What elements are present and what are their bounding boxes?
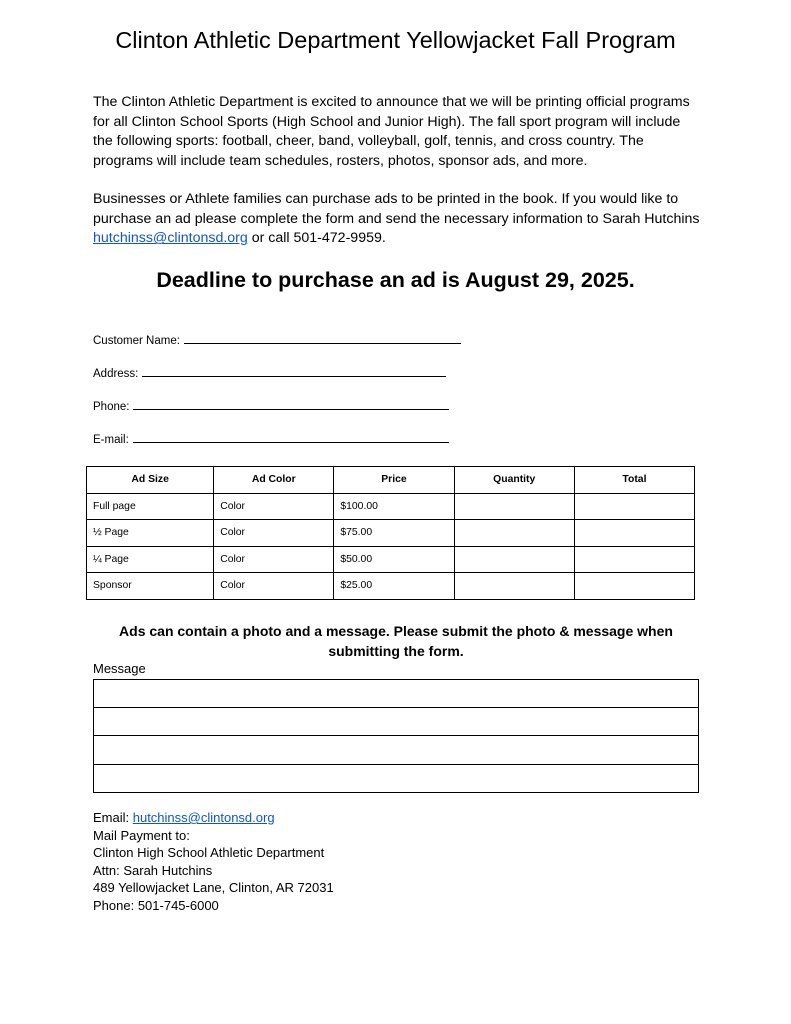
phone-label: Phone: — [93, 401, 130, 413]
address-field — [93, 365, 446, 380]
address-label: Address: — [93, 368, 139, 380]
contact-phone: Phone: 501-745-6000 — [93, 897, 219, 913]
mail-payment-label: Mail Payment to: — [93, 827, 190, 843]
message-line[interactable] — [94, 680, 698, 708]
cell-total[interactable] — [574, 546, 694, 573]
address-line[interactable] — [142, 365, 446, 377]
header-price: Price — [334, 467, 454, 494]
header-quantity: Quantity — [454, 467, 574, 494]
contact-address: 489 Yellowjacket Lane, Clinton, AR 72031 — [93, 880, 334, 895]
message-line[interactable] — [94, 708, 698, 736]
customer-name-field — [93, 332, 461, 347]
cell-total[interactable] — [574, 573, 694, 600]
customer-name-line[interactable] — [184, 332, 461, 344]
header-total: Total — [574, 467, 694, 494]
table-row — [87, 546, 695, 573]
ads-table — [86, 466, 695, 600]
cell-price: $75.00 — [334, 520, 454, 547]
cell-quantity[interactable] — [454, 573, 574, 600]
email-line[interactable] — [133, 431, 449, 443]
purchase-text-before: Businesses or Athlete families can purchase ads to be printed in the book. If you would like to purchase an ad please complete the form and send the necessary information to Sarah Hutchins — [93, 191, 700, 227]
cell-total[interactable] — [574, 493, 694, 520]
cell-total[interactable] — [574, 520, 694, 547]
ads-table-header-row — [87, 467, 695, 494]
message-label: Message — [93, 661, 146, 676]
cell-ad-size: Full page — [87, 493, 214, 520]
message-line[interactable] — [94, 765, 698, 793]
table-row — [87, 573, 695, 600]
purchase-email-link[interactable]: hutchinss@clintonsd.org — [93, 230, 248, 247]
cell-quantity[interactable] — [454, 546, 574, 573]
table-row — [87, 493, 695, 520]
cell-ad-size: ½ Page — [87, 520, 214, 547]
email-label: E-mail: — [93, 434, 129, 446]
deadline-heading: Deadline to purchase an ad is August 29, 2025. — [156, 268, 635, 292]
header-ad-size: Ad Size — [87, 467, 214, 494]
email-field — [93, 431, 449, 446]
header-ad-color: Ad Color — [214, 467, 334, 494]
message-box — [93, 679, 699, 793]
cell-ad-color: Color — [214, 493, 334, 520]
cell-ad-size: Sponsor — [87, 573, 214, 600]
cell-quantity[interactable] — [454, 493, 574, 520]
page-title: Clinton Athletic Department Yellowjacket Fall Program — [115, 27, 676, 53]
intro-paragraph: The Clinton Athletic Department is excited to announce that we will be printing official programs for all Clinton School Sports (High School and Junior High). The fall sport program will include the following sports: football, cheer, band, volleyball, golf, tennis, and cross country. The programs will include team schedules, rosters, photos, sponsor ads, and more. — [93, 94, 690, 170]
cell-ad-color: Color — [214, 520, 334, 547]
ad-note: Ads can contain a photo and a message. Please submit the photo & message when submitting the form. — [119, 623, 673, 659]
purchase-text-after: or call 501-472-9959. — [247, 230, 386, 247]
cell-ad-color: Color — [214, 573, 334, 600]
table-row — [87, 520, 695, 547]
contact-org: Clinton High School Athletic Department — [93, 845, 325, 860]
cell-ad-size: ¼ Page — [87, 546, 214, 573]
cell-price: $25.00 — [334, 573, 454, 600]
phone-field — [93, 398, 449, 413]
customer-name-label: Customer Name: — [93, 335, 180, 347]
cell-ad-color: Color — [214, 546, 334, 573]
cell-quantity[interactable] — [454, 520, 574, 547]
purchase-paragraph — [93, 190, 703, 249]
contact-email-label: Email: — [93, 810, 133, 825]
message-line[interactable] — [94, 736, 698, 764]
cell-price: $100.00 — [334, 493, 454, 520]
phone-line[interactable] — [133, 398, 449, 410]
contact-attn: Attn: Sarah Hutchins — [93, 862, 213, 878]
cell-price: $50.00 — [334, 546, 454, 573]
contact-email-line — [93, 809, 334, 827]
contact-block — [93, 809, 334, 914]
contact-email-link[interactable]: hutchinss@clintonsd.org — [132, 810, 275, 825]
